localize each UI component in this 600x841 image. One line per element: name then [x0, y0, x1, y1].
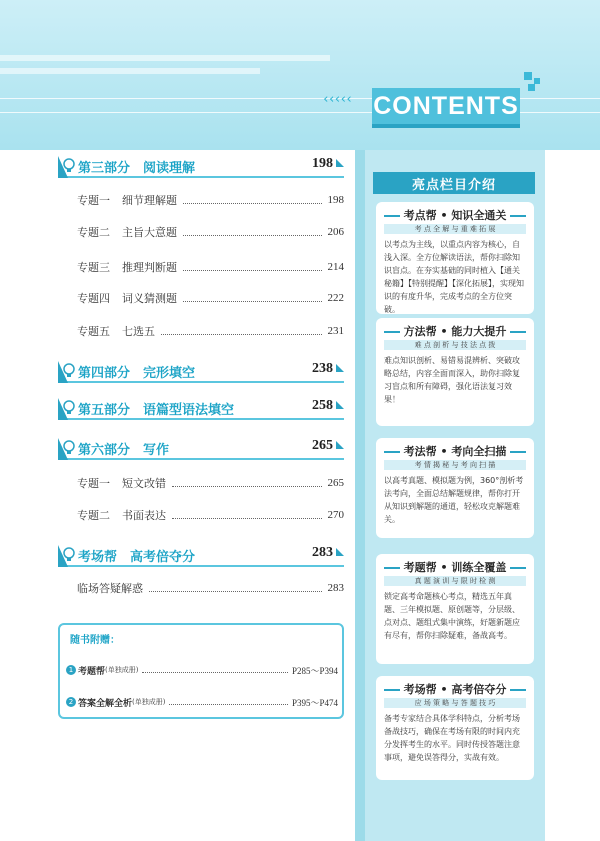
topic-name: 书面表达: [122, 509, 166, 522]
topic-page: 214: [327, 261, 344, 273]
number-badge: 1: [66, 665, 76, 675]
topic-page: 231: [327, 325, 344, 337]
topic-page: 283: [327, 582, 344, 594]
bonus-name: 考题帮: [78, 666, 106, 677]
topic-label: 专题二: [77, 226, 110, 239]
part-page: 258: [312, 398, 344, 414]
feature-card: [376, 554, 534, 664]
bonus-item[interactable]: [66, 663, 338, 677]
card-title: 考场帮 • 高考倍夺分: [376, 681, 534, 697]
topic-row[interactable]: [77, 290, 344, 306]
leader-dots: [183, 263, 322, 271]
leader-dots: [183, 196, 322, 204]
topic-name: 细节理解题: [122, 194, 177, 207]
card-title: 考点帮 • 知识全通关: [376, 207, 534, 223]
topic-label: 专题五: [77, 325, 110, 338]
feature-card: [376, 318, 534, 426]
contents-title: CONTENTS: [372, 88, 520, 128]
part-heading[interactable]: [58, 545, 344, 567]
card-body: 以高考真题、模拟题为例，360°剖析考法考向，全面总结解题规律，帮你打开从知识到解题的通道，轻松攻克解题难关。: [384, 476, 524, 524]
bonus-note: (单独成册): [132, 698, 166, 706]
topic-row[interactable]: [77, 475, 344, 491]
card-body: 以考点为主线，以重点内容为核心，自浅入深。全方位解读语法，帮你扫除知识盲点。在夯实基础的同时植入【通关秘籍】【特别提醒】【深化拓展】，实现知识的有度升华，完成考点的全方位突破。: [384, 240, 524, 314]
part-title: 第五部分 语篇型语法填空: [78, 403, 235, 418]
part-page: 238: [312, 361, 344, 377]
bonus-heading: 随书附赠：: [70, 635, 120, 646]
part-heading[interactable]: [58, 156, 344, 178]
topic-label: 专题一: [77, 477, 110, 490]
lightbulb-icon: [62, 363, 76, 379]
card-title: 考题帮 • 训练全覆盖: [376, 559, 534, 575]
part-heading[interactable]: [58, 398, 344, 420]
topic-name: 主旨大意题: [122, 226, 177, 239]
card-subtitle: 真 题 演 训 与 限 时 检 测: [384, 576, 526, 586]
lightbulb-icon: [62, 158, 76, 174]
bonus-note: (单独成册): [105, 666, 139, 674]
topic-row[interactable]: [77, 580, 344, 596]
bonus-range: P285～P394: [291, 665, 338, 676]
topic-row[interactable]: [77, 224, 344, 240]
bonus-range: P395～P474: [291, 697, 338, 708]
topic-label: 专题一: [77, 194, 110, 207]
feature-card: [376, 438, 534, 538]
card-title: 方法帮 • 能力大提升: [376, 323, 534, 339]
chevron-arrows-icon: ‹‹‹‹‹: [322, 92, 352, 107]
part-page: 198: [312, 156, 344, 172]
leader-dots: [142, 667, 288, 673]
leader-dots: [149, 584, 322, 592]
part-title: 考场帮 高考倍夺分: [78, 550, 196, 565]
header-stripe: [0, 68, 260, 74]
topic-row[interactable]: [77, 323, 344, 339]
part-title: 第三部分 阅读理解: [78, 161, 196, 176]
topic-name: 七选五: [122, 325, 155, 338]
topic-name: 短文改错: [122, 477, 166, 490]
leader-dots: [172, 511, 322, 519]
card-subtitle: 难 点 剖 析 与 技 法 点 拨: [384, 340, 526, 350]
bonus-name: 答案全解全析: [78, 698, 133, 709]
leader-dots: [172, 479, 322, 487]
lightbulb-icon: [62, 547, 76, 563]
deco-square: [524, 72, 532, 80]
leader-dots: [161, 327, 322, 335]
leader-dots: [169, 699, 288, 705]
feature-card: [376, 202, 534, 314]
topic-label: 专题二: [77, 509, 110, 522]
card-subtitle: 考 点 全 解 与 重 难 拓 展: [384, 224, 526, 234]
lightbulb-icon: [62, 440, 76, 456]
panel-title: 亮点栏目介绍: [373, 172, 535, 194]
topic-row[interactable]: [77, 192, 344, 208]
card-body: 难点知识剖析、易错易混辨析、突破攻略总结，内容全面而深入，助你扫除复习盲点和所有障碍，强化语法复习效果！: [384, 356, 520, 404]
topic-label: 临场答疑解惑: [77, 582, 143, 595]
part-title: 第四部分 完形填空: [78, 366, 196, 381]
topic-label: 专题四: [77, 292, 110, 305]
deco-square: [528, 84, 535, 91]
card-subtitle: 考 情 揭 秘 与 考 向 扫 描: [384, 460, 526, 470]
topic-page: 270: [327, 509, 344, 521]
bonus-item[interactable]: [66, 695, 338, 709]
topic-page: 222: [327, 292, 344, 304]
topic-page: 265: [327, 477, 344, 489]
card-title: 考法帮 • 考向全扫描: [376, 443, 534, 459]
card-body: 备考专家结合具体学科特点，分析考场备战技巧，确保在考场有限的时间内充分发挥考生的水平。同时传授答题注意事项，避免误答得分，实战有效。: [384, 714, 520, 762]
part-page: 283: [312, 545, 344, 561]
part-page: 265: [312, 438, 344, 454]
panel-strip: [355, 150, 365, 841]
topic-name: 词义猜测题: [122, 292, 177, 305]
topic-page: 206: [327, 226, 344, 238]
leader-dots: [183, 228, 322, 236]
topic-label: 专题三: [77, 261, 110, 274]
part-title: 第六部分 写作: [78, 443, 170, 458]
card-body: 锁定高考命题核心考点，精选五年真题、三年模拟题、原创题等，分层级、点对点、题组式集中演练，好题新题应有尽有，帮你扫除疑难，备战高考。: [384, 592, 520, 640]
leader-dots: [183, 294, 322, 302]
header-band: [0, 0, 600, 150]
lightbulb-icon: [62, 400, 76, 416]
part-heading[interactable]: [58, 361, 344, 383]
topic-row[interactable]: [77, 259, 344, 275]
topic-page: 198: [327, 194, 344, 206]
card-subtitle: 应 场 策 略 与 答 题 技 巧: [384, 698, 526, 708]
part-heading[interactable]: [58, 438, 344, 460]
bonus-box: [58, 623, 344, 719]
number-badge: 2: [66, 697, 76, 707]
topic-row[interactable]: [77, 507, 344, 523]
header-stripe: [0, 55, 330, 61]
topic-name: 推理判断题: [122, 261, 177, 274]
feature-card: [376, 676, 534, 780]
